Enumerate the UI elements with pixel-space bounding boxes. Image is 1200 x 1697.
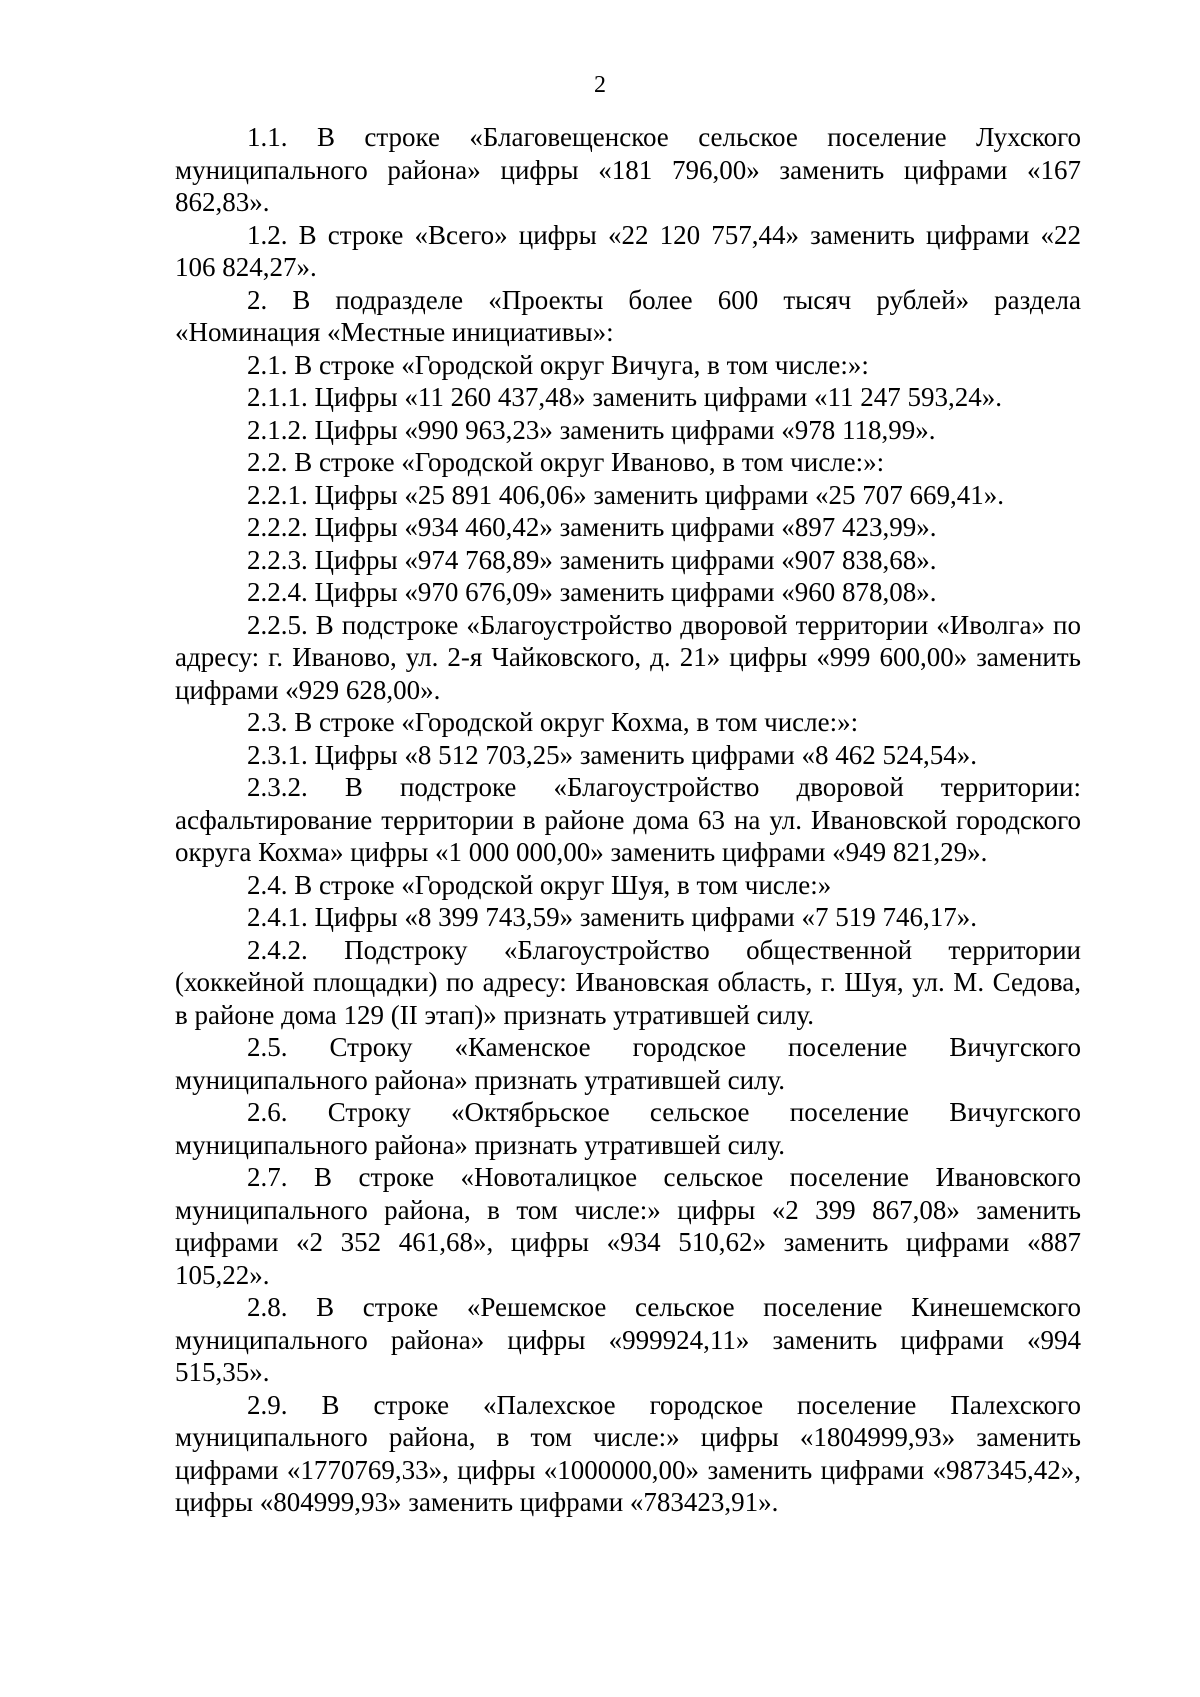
paragraph-2: 2. В подразделе «Проекты более 600 тысяч рублей» раздела «Номинация «Местные инициативы»: [175,284,1081,347]
paragraph-2-4-1: 2.4.1. Цифры «8 399 743,59» заменить цифрами «7 519 746,17». [247,902,977,932]
paragraph-2-2-4: 2.2.4. Цифры «970 676,09» заменить цифрами «960 878,08». [247,577,937,607]
paragraph-2-5: 2.5. Строку «Каменское городское поселение Вичугского муниципального района» признать утратившей силу. [175,1032,1081,1095]
paragraph-2-2-3: 2.2.3. Цифры «974 768,89» заменить цифрами «907 838,68». [247,544,937,575]
paragraph-1-2: 1.2. В строке «Всего» цифры «22 120 757,44» заменить цифрами «22 106 824,27». [175,219,1081,282]
paragraph-2-9: 2.9. В строке «Палехское городское поселение Палехского муниципального района, в том числе:» цифры «1804999,93» заменить цифрами «1770769,33», цифры «1000000,00» заменить цифрами «987345,42», цифры «804999,93» заменить цифрами «783423,91». [175,1389,1081,1517]
paragraph-2-3-1: 2.3.1. Цифры «8 512 703,25» заменить цифрами «8 462 524,54». [247,739,977,770]
paragraph-2-6: 2.6. Строку «Октябрьское сельское поселение Вичугского муниципального района» признать утратившей силу. [175,1097,1081,1160]
page-number: 2 [594,72,606,98]
paragraph-2-1: 2.1. В строке «Городской округ Вичуга, в том числе:»: [247,349,869,380]
paragraph-2-3: 2.3. В строке «Городской округ Кохма, в том числе:»: [247,707,859,737]
paragraph-2-1-2: 2.1.2. Цифры «990 963,23» заменить цифрами «978 118,99». [247,414,936,445]
paragraph-2-3-2: 2.3.2. В подстроке «Благоустройство дворовой территории: асфальтирование территории в районе дома 63 на ул. Ивановской городского округа Кохма» цифры «1 000 000,00» заменить цифрами «949 821,29». [175,772,1081,867]
paragraph-2-2: 2.2. В строке «Городской округ Иваново, в том числе:»: [247,447,885,477]
paragraph-2-2-1: 2.2.1. Цифры «25 891 406,06» заменить цифрами «25 707 669,41». [247,479,1004,510]
paragraph-2-1-1: 2.1.1. Цифры «11 260 437,48» заменить цифрами «11 247 593,24». [247,382,1002,412]
paragraph-2-8: 2.8. В строке «Решемское сельское поселение Кинешемского муниципального района» цифры «999924,11» заменить цифрами «994 515,35». [175,1292,1081,1387]
paragraph-2-4-2: 2.4.2. Подстроку «Благоустройство общественной территории (хоккейной площадки) по адресу: Ивановская область, г. Шуя, ул. М. Седова, в районе дома 129 (II этап)» признать утратившей силу. [175,934,1081,1030]
paragraph-1-1: 1.1. В строке «Благовещенское сельское поселение Лухского муниципального района» цифры «181 796,00» заменить цифрами «167 862,83». [175,122,1081,217]
paragraph-2-2-2: 2.2.2. Цифры «934 460,42» заменить цифрами «897 423,99». [247,512,937,542]
paragraph-2-7: 2.7. В строке «Новоталицкое сельское поселение Ивановского муниципального района, в том числе:» цифры «2 399 867,08» заменить цифрами «2 352 461,68», цифры «934 510,62» заменить цифрами «887 105,22». [175,1162,1081,1290]
paragraph-2-4: 2.4. В строке «Городской округ Шуя, в том числе:» [247,869,832,900]
paragraph-2-2-5: 2.2.5. В подстроке «Благоустройство дворовой территории «Иволга» по адресу: г. Иваново, ул. 2-я Чайковского, д. 21» цифры «999 600,00» заменить цифрами «929 628,00». [175,609,1081,705]
document-body [175,121,1081,1519]
